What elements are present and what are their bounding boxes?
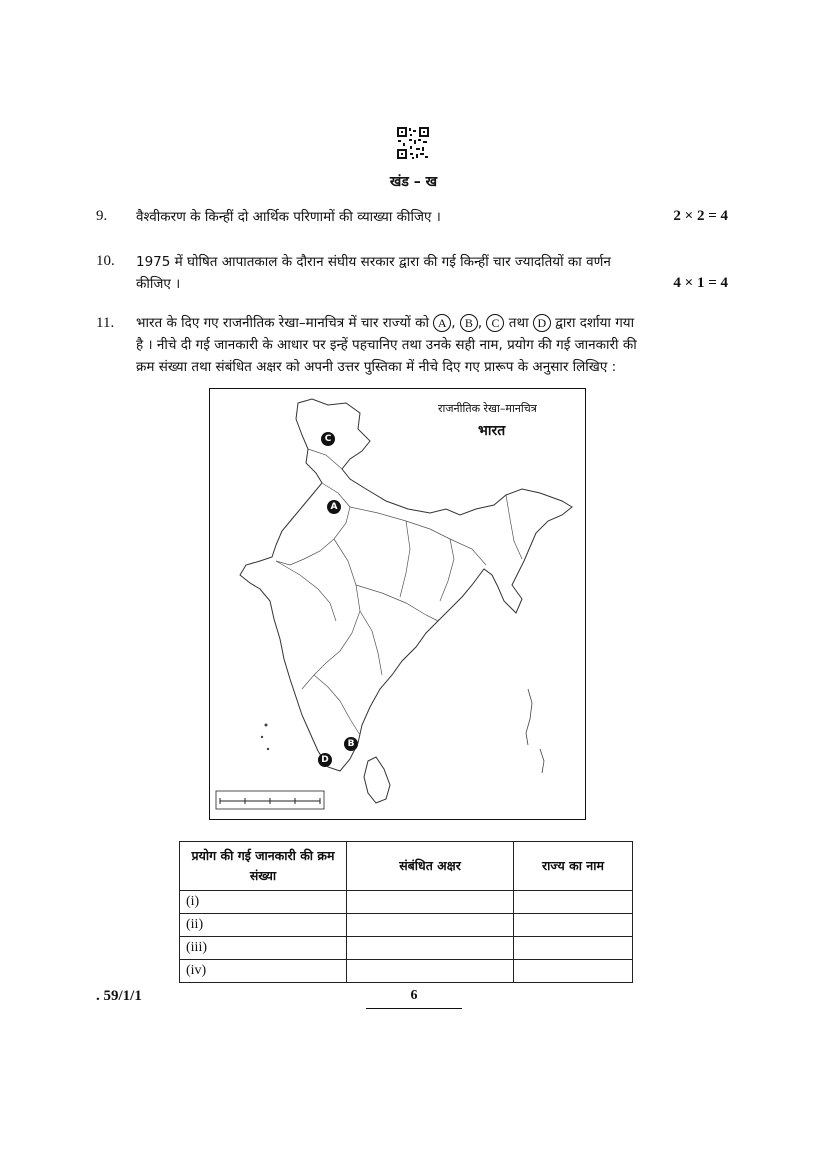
table-row [180, 960, 633, 983]
table-row [180, 937, 633, 960]
serial-cell: (iv) [180, 960, 347, 983]
state-name-cell [514, 960, 633, 983]
question-number: 10. [96, 253, 115, 269]
page-number-rule [366, 1008, 462, 1009]
letter-cell [347, 891, 514, 914]
table-row [180, 914, 633, 937]
sri-lanka-outline [364, 757, 390, 803]
question-text-line: 1975 में घोषित आपातकाल के दौरान संघीय सरकार द्वारा की गई किन्हीं चार ज्यादतियों का वर्णन [136, 254, 611, 270]
question-text-line: कीजिए । [136, 276, 181, 292]
question-text-line: भारत के दिए गए राजनीतिक रेखा–मानचित्र में चार राज्यों को A , B , C तथा D द्वारा दर्शाया गया [136, 315, 635, 331]
letter-marker: A [433, 314, 451, 332]
map-marker: D [318, 753, 332, 767]
state-name-cell [514, 891, 633, 914]
question-marks: 4 × 1 = 4 [673, 275, 728, 291]
question-text: भारत के दिए गए राजनीतिक रेखा–मानचित्र में चार राज्यों को [136, 315, 429, 331]
india-political-map [209, 388, 586, 820]
letter-marker: D [533, 314, 551, 332]
answer-format-table [179, 841, 633, 983]
table-header-row [180, 842, 633, 891]
paper-code: . 59/1/1 [96, 988, 142, 1004]
letter-marker: C [486, 314, 504, 332]
map-title: भारत [478, 423, 506, 439]
letter-cell [347, 914, 514, 937]
column-header: प्रयोग की गई जानकारी की क्रम संख्या [180, 842, 347, 891]
table-row [180, 891, 633, 914]
serial-cell: (ii) [180, 914, 347, 937]
page-number: 6 [410, 988, 418, 1003]
qr-code [396, 126, 430, 160]
question-text-line: है । नीचे दी गई जानकारी के आधार पर इन्हें पहचानिए तथा उनके सही नाम, प्रयोग की गई जानकारी की [136, 337, 637, 353]
map-caption: राजनीतिक रेखा–मानचित्र [438, 402, 537, 415]
section-title: खंड – ख [389, 174, 438, 190]
column-header: राज्य का नाम [514, 842, 633, 891]
question-number: 11. [96, 315, 115, 331]
letter-cell [347, 960, 514, 983]
column-header: संबंधित अक्षर [347, 842, 514, 891]
state-name-cell [514, 937, 633, 960]
india-outline [240, 399, 572, 771]
map-marker: B [344, 737, 358, 751]
question-text-line: क्रम संख्या तथा संबंधित अक्षर को अपनी उत्तर पुस्तिका में नीचे दिए गए प्रारूप के अनुसार लिखिए : [136, 359, 617, 375]
serial-cell: (iii) [180, 937, 347, 960]
question-number: 9. [96, 208, 108, 224]
letter-cell [347, 937, 514, 960]
map-marker: A [327, 500, 341, 514]
question-marks: 2 × 2 = 4 [673, 208, 728, 224]
question-text: द्वारा दर्शाया गया [555, 315, 635, 331]
serial-cell: (i) [180, 891, 347, 914]
question-text: वैश्वीकरण के किन्हीं दो आर्थिक परिणामों की व्याख्या कीजिए । [136, 209, 441, 225]
map-marker: C [321, 432, 335, 446]
letter-marker: B [460, 314, 478, 332]
conjunction: तथा [508, 315, 529, 331]
state-name-cell [514, 914, 633, 937]
